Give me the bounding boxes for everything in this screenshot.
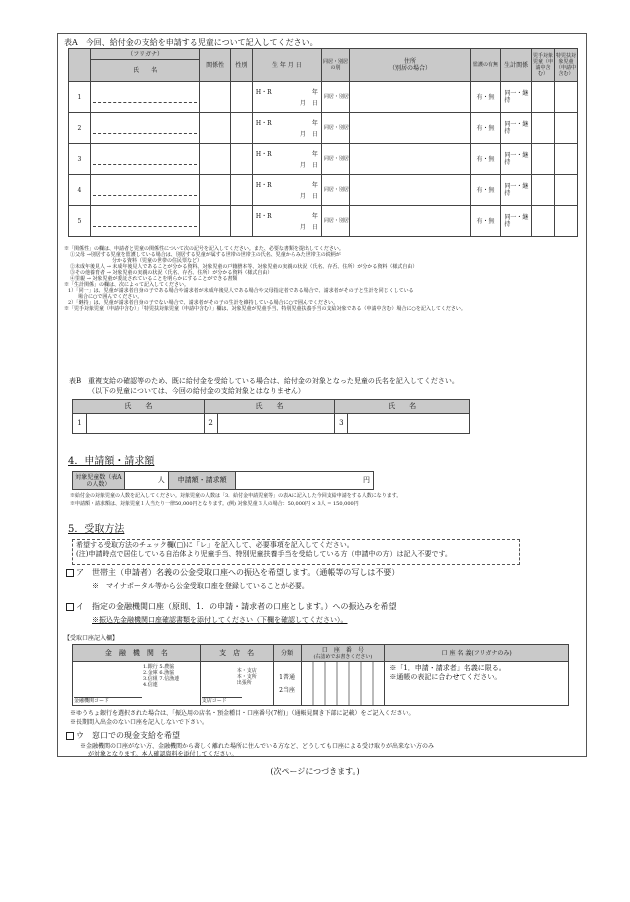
table-b-sub: （以下の児童については、今回の給付金の支給対象とはなりません） bbox=[88, 387, 305, 395]
furigana-header: （フリガナ） bbox=[90, 49, 199, 60]
amount-unit: 円 bbox=[363, 476, 370, 484]
era-label: H・R bbox=[255, 88, 272, 96]
dob-input[interactable] bbox=[252, 113, 321, 144]
note-line: 1）「同一」は、児童が請求者自身の子である場合や請求者が未成年後見人である場合や父母指定者である場合で、請求者がその子と生計を同じくしている bbox=[68, 288, 414, 294]
note-line: ※「児手対象児童（申請中含む）」「特児扶対象児童（申請中含む）」欄は、対象児童が児童手当、特別児童扶養手当の支給対象である（申請中含む）場合に○を記入してください。 bbox=[64, 306, 466, 312]
address-header-sub: （別居の場合） bbox=[388, 65, 431, 72]
livelihood-options: 同一・継持 bbox=[504, 121, 529, 135]
amount-input[interactable] bbox=[236, 472, 374, 490]
bank-kind: 6.漁協 bbox=[159, 670, 175, 676]
address-input[interactable] bbox=[350, 175, 470, 206]
option-i-checkbox[interactable] bbox=[66, 603, 74, 611]
cohab-options: 同居・別居 bbox=[323, 125, 349, 131]
bank-kind: 7.信漁連 bbox=[159, 676, 180, 682]
section-4-note-2: ※申請額・請求額は、対象児童１人当たり一律50,000円となります。(例) 対象児童３人の場合：50,000円 × 3人 = 150,000円 bbox=[70, 501, 359, 507]
option-a-checkbox[interactable] bbox=[66, 569, 74, 577]
note-line: ④里親 → 対象児童が委託されていることを明らかにすることができる書類 bbox=[70, 276, 238, 282]
furigana-line bbox=[93, 91, 197, 103]
year-label: 年 bbox=[311, 88, 318, 96]
count-label: 対象児童数（表Aの人数） bbox=[73, 472, 125, 490]
furigana-line bbox=[93, 184, 197, 196]
child-name-input[interactable] bbox=[90, 144, 199, 175]
table-b-num: 1 bbox=[73, 414, 87, 434]
row-number-label: 5 bbox=[77, 217, 82, 225]
bank-kind: 2.金庫 bbox=[143, 670, 158, 676]
special-allowance-mark[interactable] bbox=[554, 82, 577, 113]
furigana-line bbox=[93, 153, 197, 165]
count-input[interactable] bbox=[124, 472, 168, 490]
custody-select[interactable] bbox=[470, 82, 501, 113]
child-allowance-mark[interactable] bbox=[531, 175, 554, 206]
custody-options: 有・無 bbox=[476, 217, 495, 225]
address-input[interactable] bbox=[350, 206, 470, 237]
child-allowance-mark[interactable] bbox=[531, 206, 554, 237]
table-b-header-1: 氏 名 bbox=[124, 402, 153, 410]
bank-kind: 5.農協 bbox=[159, 664, 175, 670]
livelihood-options: 同一・継持 bbox=[504, 90, 529, 104]
furigana-line bbox=[93, 215, 197, 227]
cohab-select[interactable] bbox=[321, 82, 349, 113]
branch-kind: 本・支店 bbox=[236, 668, 257, 674]
custody-select[interactable] bbox=[470, 206, 501, 237]
holder-header: 口 座 名 義(フリガナのみ) bbox=[385, 645, 569, 662]
livelihood-options: 同一・継持 bbox=[504, 214, 529, 228]
special-allowance-header: 特児扶対象児童（申請中含む） bbox=[554, 49, 577, 82]
relation-input[interactable] bbox=[200, 144, 231, 175]
row-number-label: 1 bbox=[77, 93, 82, 101]
livelihood-select[interactable] bbox=[501, 82, 532, 113]
branch-kind: 本・支所 bbox=[236, 674, 257, 680]
month-day-label: 月 日 bbox=[299, 223, 318, 231]
sex-header: 性別 bbox=[230, 49, 252, 82]
month-day-label: 月 日 bbox=[299, 161, 318, 169]
child-name-input[interactable] bbox=[90, 175, 199, 206]
furigana-line bbox=[93, 122, 197, 134]
address-input[interactable] bbox=[350, 113, 470, 144]
note-line: ※「生計関係」の欄は、次によって記入してください。 bbox=[64, 282, 190, 288]
child-allowance-mark[interactable] bbox=[531, 82, 554, 113]
account-number-header bbox=[301, 645, 385, 662]
relation-input[interactable] bbox=[200, 82, 231, 113]
address-input[interactable] bbox=[350, 82, 470, 113]
note-line: ①父母 →別居する児童を監護している場合は、別居する児童が属する世帯の世帯主の氏名、児童からみた世帯主の続柄が bbox=[70, 252, 341, 258]
bank-caption: 【受取口座記入欄】 bbox=[64, 635, 119, 642]
child-allowance-mark[interactable] bbox=[531, 113, 554, 144]
address-input[interactable] bbox=[350, 144, 470, 175]
relation-input[interactable] bbox=[200, 113, 231, 144]
holder-note-2: ※通帳の表記に合わせてください。 bbox=[389, 673, 502, 681]
cohab-select[interactable] bbox=[321, 175, 349, 206]
table-b-name-input[interactable] bbox=[86, 414, 204, 434]
bank-kind: 3.信組 bbox=[143, 676, 158, 682]
note-line: ※「関係性」の欄は、申請者と児童の関係性について次の記号を記入してください。また、必要な書類を提出してください。 bbox=[64, 246, 344, 252]
cohab-select[interactable] bbox=[321, 113, 349, 144]
option-u-checkbox[interactable] bbox=[66, 732, 74, 740]
instruction-line-1: 希望する受取方法のチェック欄(□)に「レ」を記入して、必要事項を記入してください。 bbox=[76, 541, 354, 549]
dob-header: 生 年 月 日 bbox=[252, 49, 321, 82]
cohab-options: 同居・別居 bbox=[323, 218, 349, 224]
special-allowance-mark[interactable] bbox=[554, 144, 577, 175]
era-label: H・R bbox=[255, 119, 272, 127]
cohab-select[interactable] bbox=[321, 144, 349, 175]
table-a-row bbox=[69, 82, 578, 113]
row-number bbox=[69, 113, 91, 144]
option-u-note-2: が対象となります。本人確認資料を添付してください。 bbox=[88, 751, 238, 758]
child-name-input[interactable] bbox=[90, 206, 199, 237]
address-header-label: 住所 bbox=[403, 58, 416, 65]
cohab-options: 同居・別居 bbox=[323, 187, 349, 193]
table-b-header-3: 氏 名 bbox=[388, 402, 417, 410]
amount-table bbox=[72, 471, 374, 490]
table-a-row bbox=[69, 175, 578, 206]
yucho-note: ※ゆうちょ銀行を選択された場合は、「振込用の店名・預金種目・口座番号(7桁)」（通帳見開き下部に記載）をご記入ください。 bbox=[70, 710, 415, 717]
custody-options: 有・無 bbox=[476, 155, 495, 163]
option-i-label: イ 指定の金融機関口座（原則、1．の申請・請求者の口座とします。）への振込みを希望 bbox=[76, 602, 397, 611]
bank-table bbox=[72, 644, 569, 706]
holder-input[interactable] bbox=[385, 662, 569, 706]
cohab-header: 同居・別居の別 bbox=[321, 49, 349, 82]
table-b bbox=[72, 399, 470, 434]
section-5-title: 5．受取方法 bbox=[68, 524, 125, 535]
bank-name-header: 金 融 機 関 名 bbox=[73, 645, 201, 662]
table-a-caption: 表A 今回、給付金の支給を申請する児童について記入してください。 bbox=[64, 38, 318, 47]
option-u-note-1: ※金融機関の口座がない方、金融機関から著しく離れた場所に住んでいる方など、どうしても口座による受け取りが出来ない方のみ bbox=[80, 743, 435, 750]
livelihood-options: 同一・継持 bbox=[504, 152, 529, 166]
table-a-row bbox=[69, 144, 578, 175]
dob-input[interactable] bbox=[252, 175, 321, 206]
child-name-input[interactable] bbox=[90, 113, 199, 144]
type-header: 分類 bbox=[273, 645, 301, 662]
table-a-row bbox=[69, 206, 578, 237]
dob-input[interactable] bbox=[252, 144, 321, 175]
name-header: 氏 名 bbox=[90, 60, 199, 82]
sex-input[interactable] bbox=[230, 113, 252, 144]
count-unit: 人 bbox=[157, 476, 165, 484]
option-a-note: ※ マイナポータル等から公金受取口座を登録していることが必要。 bbox=[92, 582, 309, 590]
livelihood-select[interactable] bbox=[501, 206, 532, 237]
month-day-label: 月 日 bbox=[299, 192, 318, 200]
table-a-notes bbox=[64, 246, 582, 312]
row-number bbox=[69, 206, 91, 237]
custody-options: 有・無 bbox=[476, 186, 495, 194]
branch-kind-list bbox=[237, 668, 257, 686]
note-line: ②未成年後見人 → 未成年後見人であることが分かる資料、対象児童の戸籍謄本等、対象児童の実親の状況（氏名、存否、住所）が分かる資料（様式自由） bbox=[70, 264, 418, 270]
cohab-options: 同居・別居 bbox=[323, 156, 349, 162]
relation-header: 関係性 bbox=[200, 49, 231, 82]
row-number-label: 3 bbox=[77, 155, 82, 163]
account-number-sub: (右詰めでお書きください) bbox=[313, 653, 373, 660]
sex-input[interactable] bbox=[230, 206, 252, 237]
option-u-label: ウ 窓口での現金支給を希望 bbox=[76, 731, 180, 740]
note-line: 場合に○で囲んでください。 bbox=[78, 294, 143, 300]
month-day-label: 月 日 bbox=[299, 99, 318, 107]
special-allowance-mark[interactable] bbox=[554, 206, 577, 237]
instruction-line-2: (注)申請時点で居住している自治体より児童手当、特別児童扶養手当を受給している方（申請中の方）は記入不要です。 bbox=[76, 550, 452, 558]
account-type-option: 2当座 bbox=[279, 686, 295, 694]
option-a-label: ア 世帯主（申請者）名義の公金受取口座への振込を希望します。（通帳等の写しは不要） bbox=[76, 568, 400, 577]
option-u[interactable] bbox=[66, 731, 180, 741]
cohab-select[interactable] bbox=[321, 206, 349, 237]
table-b-name-input[interactable] bbox=[348, 414, 470, 434]
year-label: 年 bbox=[311, 150, 318, 158]
special-allowance-mark[interactable] bbox=[554, 113, 577, 144]
relation-input[interactable] bbox=[200, 206, 231, 237]
continued-footer: (次ページにつづきます。) bbox=[270, 767, 360, 776]
option-a[interactable] bbox=[66, 568, 399, 578]
bank-code-label: 金融機関コード bbox=[74, 697, 142, 704]
note-line: 2）「継持」は、児童が請求者自身の子でない場合で、請求者がその子の生計を維持している場合に○で囲んでください。 bbox=[68, 300, 338, 306]
custody-header: 監護の有無 bbox=[470, 49, 501, 82]
year-label: 年 bbox=[311, 119, 318, 127]
option-i[interactable] bbox=[66, 602, 396, 612]
address-header bbox=[350, 49, 470, 82]
livelihood-select[interactable] bbox=[501, 113, 532, 144]
child-allowance-mark[interactable] bbox=[531, 144, 554, 175]
livelihood-header: 生計関係 bbox=[501, 49, 532, 82]
account-number-label: 口 座 番 号 bbox=[321, 646, 364, 654]
table-b-num: 3 bbox=[335, 414, 348, 434]
year-label: 年 bbox=[311, 181, 318, 189]
note-line: ③その他養育者 → 対象児童の実親の状況（氏名、存否、住所）が分かる資料（様式自由） bbox=[70, 270, 273, 276]
section-4-title: 4．申請額・請求額 bbox=[68, 456, 155, 467]
branch-input[interactable] bbox=[200, 662, 273, 706]
table-b-name-input[interactable] bbox=[217, 414, 335, 434]
relation-input[interactable] bbox=[200, 175, 231, 206]
bank-kind-list bbox=[143, 664, 199, 688]
table-b-num: 2 bbox=[204, 414, 217, 434]
table-a bbox=[68, 48, 578, 237]
custody-options: 有・無 bbox=[476, 93, 495, 101]
sex-input[interactable] bbox=[230, 82, 252, 113]
custody-select[interactable] bbox=[470, 144, 501, 175]
custody-select[interactable] bbox=[470, 113, 501, 144]
bank-name-input[interactable] bbox=[73, 662, 201, 706]
note-line: 分かる資料（児童の世帯の住民票など） bbox=[112, 258, 203, 264]
era-label: H・R bbox=[255, 181, 272, 189]
section-4-note-1: ※給付金の対象児童の人数を記入してください。対象児童の人数は「3．給付金申請児童等」の表Aに記入した今回支給申請をする人数になります。 bbox=[70, 493, 402, 499]
era-label: H・R bbox=[255, 150, 272, 158]
row-number-label: 2 bbox=[77, 124, 82, 132]
branch-code-label: 支店コード bbox=[202, 697, 242, 704]
table-a-row bbox=[69, 113, 578, 144]
table-b-caption: 表B 重複支給の確認等のため、既に給付金を受給している場合は、給付金の対象となった児童の氏名を記入してください。 bbox=[69, 377, 459, 385]
era-label: H・R bbox=[255, 212, 272, 220]
cohab-options: 同居・別居 bbox=[323, 94, 349, 100]
dormant-note: ※長期間入出金のない口座を記入しないで下さい。 bbox=[70, 719, 209, 726]
custody-select[interactable] bbox=[470, 175, 501, 206]
custody-options: 有・無 bbox=[476, 124, 495, 132]
amount-label: 申請額・請求額 bbox=[168, 472, 236, 490]
month-day-label: 月 日 bbox=[299, 130, 318, 138]
option-i-note: ※振込先金融機関口座確認書類を添付してください（下欄を確認してください）。 bbox=[92, 616, 348, 624]
row-number bbox=[69, 175, 91, 206]
dob-input[interactable] bbox=[252, 206, 321, 237]
row-number bbox=[69, 82, 91, 113]
child-name-input[interactable] bbox=[90, 82, 199, 113]
bank-kind: 4.信連 bbox=[143, 682, 158, 688]
child-allowance-header: 児手対象児童（申請中含む） bbox=[531, 49, 554, 82]
account-number-input[interactable] bbox=[301, 662, 385, 706]
livelihood-select[interactable] bbox=[501, 175, 532, 206]
holder-note-1: ※「1．申請・請求者」名義に限る。 bbox=[389, 664, 506, 672]
account-type-option: 1普通 bbox=[279, 673, 295, 681]
sex-input[interactable] bbox=[230, 144, 252, 175]
sex-input[interactable] bbox=[230, 175, 252, 206]
year-label: 年 bbox=[311, 212, 318, 220]
instruction-box bbox=[72, 539, 520, 565]
livelihood-options: 同一・継持 bbox=[504, 183, 529, 197]
account-type-select[interactable] bbox=[273, 662, 301, 706]
special-allowance-mark[interactable] bbox=[554, 175, 577, 206]
row-number bbox=[69, 144, 91, 175]
branch-kind: 出張所 bbox=[236, 680, 252, 686]
table-b-header-2: 氏 名 bbox=[255, 402, 284, 410]
branch-header: 支 店 名 bbox=[200, 645, 273, 662]
livelihood-select[interactable] bbox=[501, 144, 532, 175]
bank-kind: 1.銀行 bbox=[143, 664, 158, 670]
dob-input[interactable] bbox=[252, 82, 321, 113]
row-number-label: 4 bbox=[77, 186, 82, 194]
